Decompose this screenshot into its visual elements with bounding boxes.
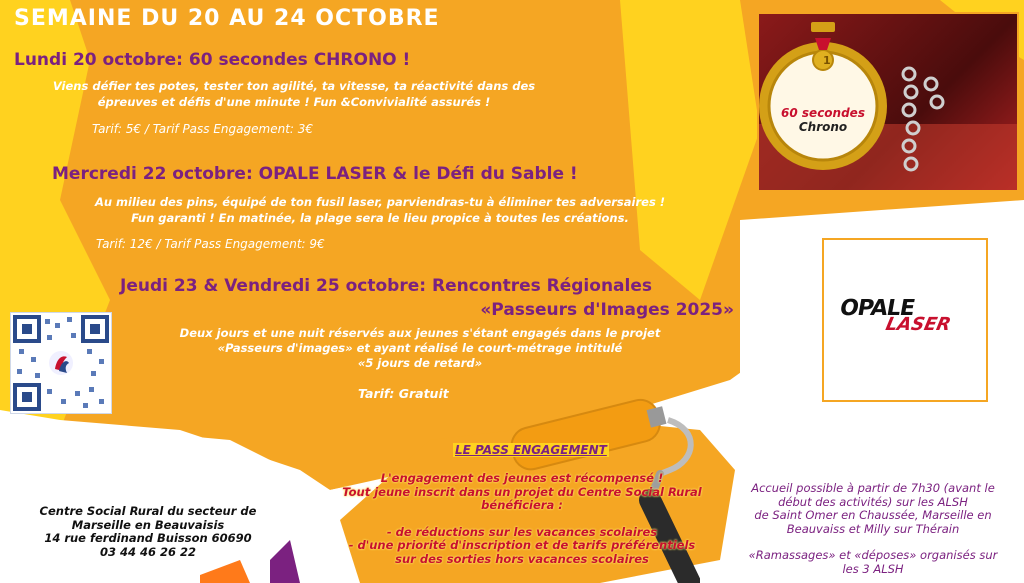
event-3-description: Deux jours et une nuit réservés aux jeunes s'étant engagés dans le projet «Passeurs d'images» et ayant réalisé le court-métrage intitulé «5 jours de retard» bbox=[179, 326, 661, 370]
qr-code bbox=[10, 312, 112, 414]
event-2-price: Tarif: 12€ / Tarif Pass Engagement: 9€ bbox=[96, 237, 325, 251]
medal-number: 1 bbox=[823, 54, 831, 67]
event-2-description: Au milieu des pins, équipé de ton fusil laser, parviendras-tu à éliminer tes adversaires ! Fun garanti ! En matinée, la plage sera le lieu propice à toutes les créations. bbox=[94, 195, 666, 225]
event-1-price: Tarif: 5€ / Tarif Pass Engagement: 3€ bbox=[92, 122, 314, 136]
event-3-title: Jeudi 23 & Vendredi 25 octobre: Rencontres Régionales «Passeurs d'Images 2025» bbox=[120, 276, 734, 320]
event-2-title: Mercredi 22 octobre: OPALE LASER & le Défi du Sable ! bbox=[52, 164, 578, 184]
contact-block: Centre Social Rural du secteur de Marseille en Beauvaisis 14 rue ferdinand Buisson 60690 03 44 46 26 22 bbox=[39, 504, 257, 559]
event-3-price: Tarif: Gratuit bbox=[358, 386, 449, 401]
pass-heading: LE PASS ENGAGEMENT bbox=[455, 443, 607, 457]
event-1-title: Lundi 20 octobre: 60 secondes CHRONO ! bbox=[14, 50, 411, 70]
qr-code-icon bbox=[11, 313, 111, 413]
stopwatch-icon bbox=[759, 14, 1017, 190]
event-1-description: Viens défier tes potes, tester ton agilité, ta vitesse, ta réactivité dans des épreuves et défis d'une minute ! Fun &Convivialité assurés ! bbox=[52, 79, 536, 109]
page-title: SEMAINE DU 20 AU 24 OCTOBRE bbox=[14, 6, 440, 31]
chrono-label: 60 secondes Chrono bbox=[781, 106, 865, 134]
accueil-info: Accueil possible à partir de 7h30 (avant le début des activités) sur les ALSH de Saint Omer en Chaussée, Marseille en Beauvaiss et Milly sur Thérain «Ramassages» et «déposes» organisés sur les 3 ALSH bbox=[748, 481, 998, 576]
logo-word-laser: LASER bbox=[883, 314, 953, 335]
chrono-photo bbox=[757, 12, 1019, 192]
opale-laser-logo bbox=[822, 238, 988, 402]
logo-word-opale: OPALE bbox=[837, 296, 917, 321]
pass-description: L'engagement des jeunes est récompensé ! Tout jeune inscrit dans un projet du Centre Social Rural bénéficiera : - de réductions sur les vacances scolaires - d'une priorité d'inscription et de tarifs préférentiels sur des sorties hors vacances scolaires bbox=[342, 471, 702, 566]
